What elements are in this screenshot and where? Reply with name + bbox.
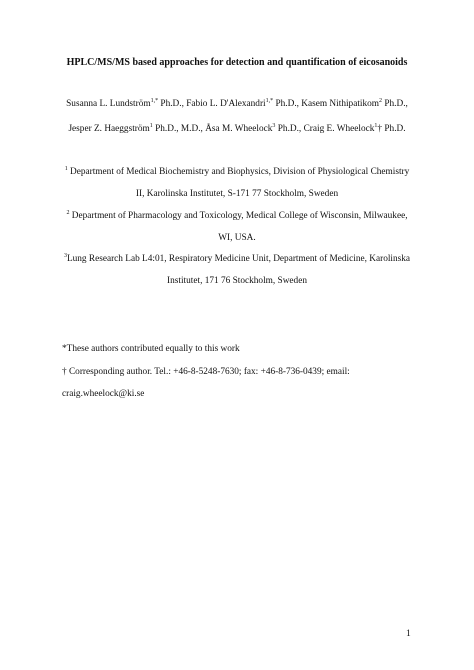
affiliation-text: Department of Pharmacology and Toxicology, Medical College of Wisconsin, Milwaukee, [71, 211, 408, 221]
affiliation-2-line-2: WI, USA. [218, 233, 256, 243]
corresponding-author-note: † Corresponding author. Tel.: +46-8-5248-7630; fax: +46-8-736-0439; email: [62, 367, 350, 377]
affiliation-1-line-2: II, Karolinska Institutet, S-171 77 Stockholm, Sweden [135, 189, 339, 199]
author-superscript: 3 [272, 123, 276, 129]
author-name: Ph.D., M.D., Åsa M. Wheelock [152, 124, 273, 134]
paper-title: HPLC/MS/MS based approaches for detection and quantification of eicosanoids [66, 57, 408, 68]
author-name: Ph.D., Fabio L. D'Alexandri [158, 99, 266, 109]
author-name: Ph.D., Craig E. Wheelock [275, 124, 375, 134]
author-line-2 [0, 124, 474, 134]
equal-contribution-note: *These authors contributed equally to this work [62, 344, 240, 354]
affiliation-text: Lung Research Lab L4:01, Respiratory Medicine Unit, Department of Medicine, Karolinska [66, 254, 411, 264]
affiliation-3-line-2: Institutet, 171 76 Stockholm, Sweden [167, 276, 307, 286]
affiliation-2-line-1 [0, 211, 474, 221]
affiliation-text: Department of Medical Biochemistry and Biophysics, Division of Physiological Chemistry [70, 167, 410, 177]
author-superscript: 1 [374, 123, 378, 129]
author-name: Ph.D., Kasem Nithipatikom [273, 99, 380, 109]
author-name: Susanna L. Lundström [66, 99, 151, 109]
affiliation-3-line-1 [0, 254, 474, 264]
author-line-1 [0, 99, 474, 109]
affiliation-1-line-1 [0, 167, 474, 177]
author-name: † Ph.D. [377, 124, 406, 134]
author-name: Ph.D., [382, 99, 408, 109]
author-name: Jesper Z. Haeggström [68, 124, 150, 134]
corresponding-email: craig.wheelock@ki.se [62, 389, 145, 399]
affiliation-superscript: 1 [64, 166, 68, 172]
author-superscript: 1 [149, 123, 153, 129]
page-number: 1 [406, 629, 411, 639]
affiliation-superscript: 3 [63, 253, 67, 259]
author-superscript: 1,* [150, 98, 159, 104]
affiliation-superscript: 2 [66, 210, 70, 216]
author-superscript: 2 [379, 98, 383, 104]
author-superscript: 1,* [265, 98, 274, 104]
